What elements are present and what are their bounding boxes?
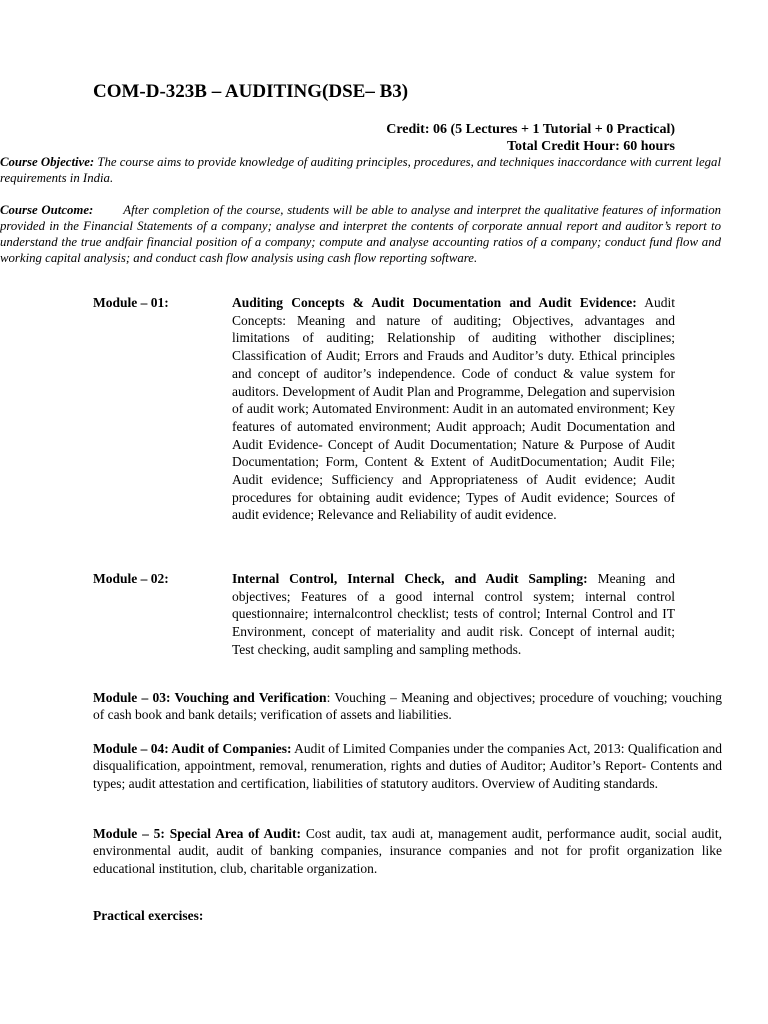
course-outcome: [0, 202, 721, 266]
course-title: COM-D-323B – AUDITING(DSE– B3): [93, 81, 409, 102]
module-01: [93, 294, 675, 524]
course-outcome-label: Course Outcome:: [0, 203, 94, 217]
course-outcome-text: After completion of the course, students will be able to analyse and interpret the qualitative features of information provided in the Financial Statements of a company; analyse and interpret the contents of corporate annual report and auditor’s report to understand the true andfair financial position of a company; compute and analyse accounting ratios of a company; conduct fund flow and working capital analysis; and conduct cash flow analysis using cash flow reporting software.: [0, 203, 721, 265]
module-03-heading: Module – 03: Vouching and Verification: [93, 690, 327, 705]
course-objective: [0, 154, 721, 186]
module-01-body: [232, 294, 675, 524]
credit-line: Credit: 06 (5 Lectures + 1 Tutorial + 0 Practical): [386, 122, 675, 137]
module-05: [93, 825, 722, 877]
course-objective-text: The course aims to provide knowledge of auditing principles, procedures, and techniques inaccordance with current legal requirements in India.: [0, 155, 721, 185]
total-credit-hour: Total Credit Hour: 60 hours: [506, 139, 675, 154]
module-02-text: Meaning and objectives; Features of a good internal control system; internal control questionnaire; internalcontrol checklist; tests of control; Internal Control and IT Environment, concept of materiality and audit risk. Concept of internal audit; Test checking, audit sampling and sampling methods.: [232, 571, 675, 657]
module-04-heading: Module – 04: Audit of Companies:: [93, 741, 292, 756]
course-objective-label: Course Objective:: [0, 155, 95, 169]
module-03: [93, 689, 722, 724]
module-04: [93, 740, 722, 792]
credit-info: [386, 121, 675, 155]
module-02-heading: Internal Control, Internal Check, and Audit Sampling:: [232, 571, 588, 586]
module-01-text: Audit Concepts: Meaning and nature of auditing; Objectives, advantages and limitations of auditing; Relationship of auditing withother disciplines; Classification of Audit; Errors and Frauds and Auditor’s duty. Ethical principles and concept of auditor’s independence. Code of conduct & value system for auditors. Development of Audit Plan and Programme, Delegation and supervision of audit work; Automated Environment: Audit in an automated environment; Key features of automated environment; Audit approach; Audit Documentation and Audit Evidence- Concept of Audit Documentation; Nature & Purpose of Audit Documentation; Form, Content & Extent of AuditDocumentation; Audit File; Audit evidence; Sufficiency and Appropriateness of Audit evidence; Audit procedures for obtaining audit evidence; Types of Audit evidence; Sources of audit evidence; Relevance and Reliability of audit evidence.: [232, 295, 675, 523]
module-02: [93, 570, 675, 659]
module-02-label: Module – 02:: [93, 571, 169, 586]
module-01-label: Module – 01:: [93, 295, 169, 310]
module-02-body: [232, 570, 675, 659]
module-05-heading: Module – 5: Special Area of Audit:: [93, 826, 302, 841]
module-04-text: Audit of Limited Companies under the companies Act, 2013: Qualification and disqualification, appointment, removal, renumeration, rights and duties of Auditor; Auditor’s Report- Contents and types; audit attestation and certification, liabilities of statutory auditors. Overview of Auditing standards.: [93, 741, 722, 791]
practical-exercises-heading: Practical exercises:: [93, 908, 204, 923]
module-03-text: : Vouching – Meaning and objectives; procedure of vouching; vouching of cash book and bank details; verification of assets and liabilities.: [93, 690, 723, 723]
module-05-text: Cost audit, tax audi at, management audit, performance audit, social audit, environmental audit, audit of banking companies, insurance companies and not for profit organization like educational institution, club, charitable organization.: [93, 826, 722, 876]
module-01-heading: Auditing Concepts & Audit Documentation and Audit Evidence:: [232, 295, 637, 310]
